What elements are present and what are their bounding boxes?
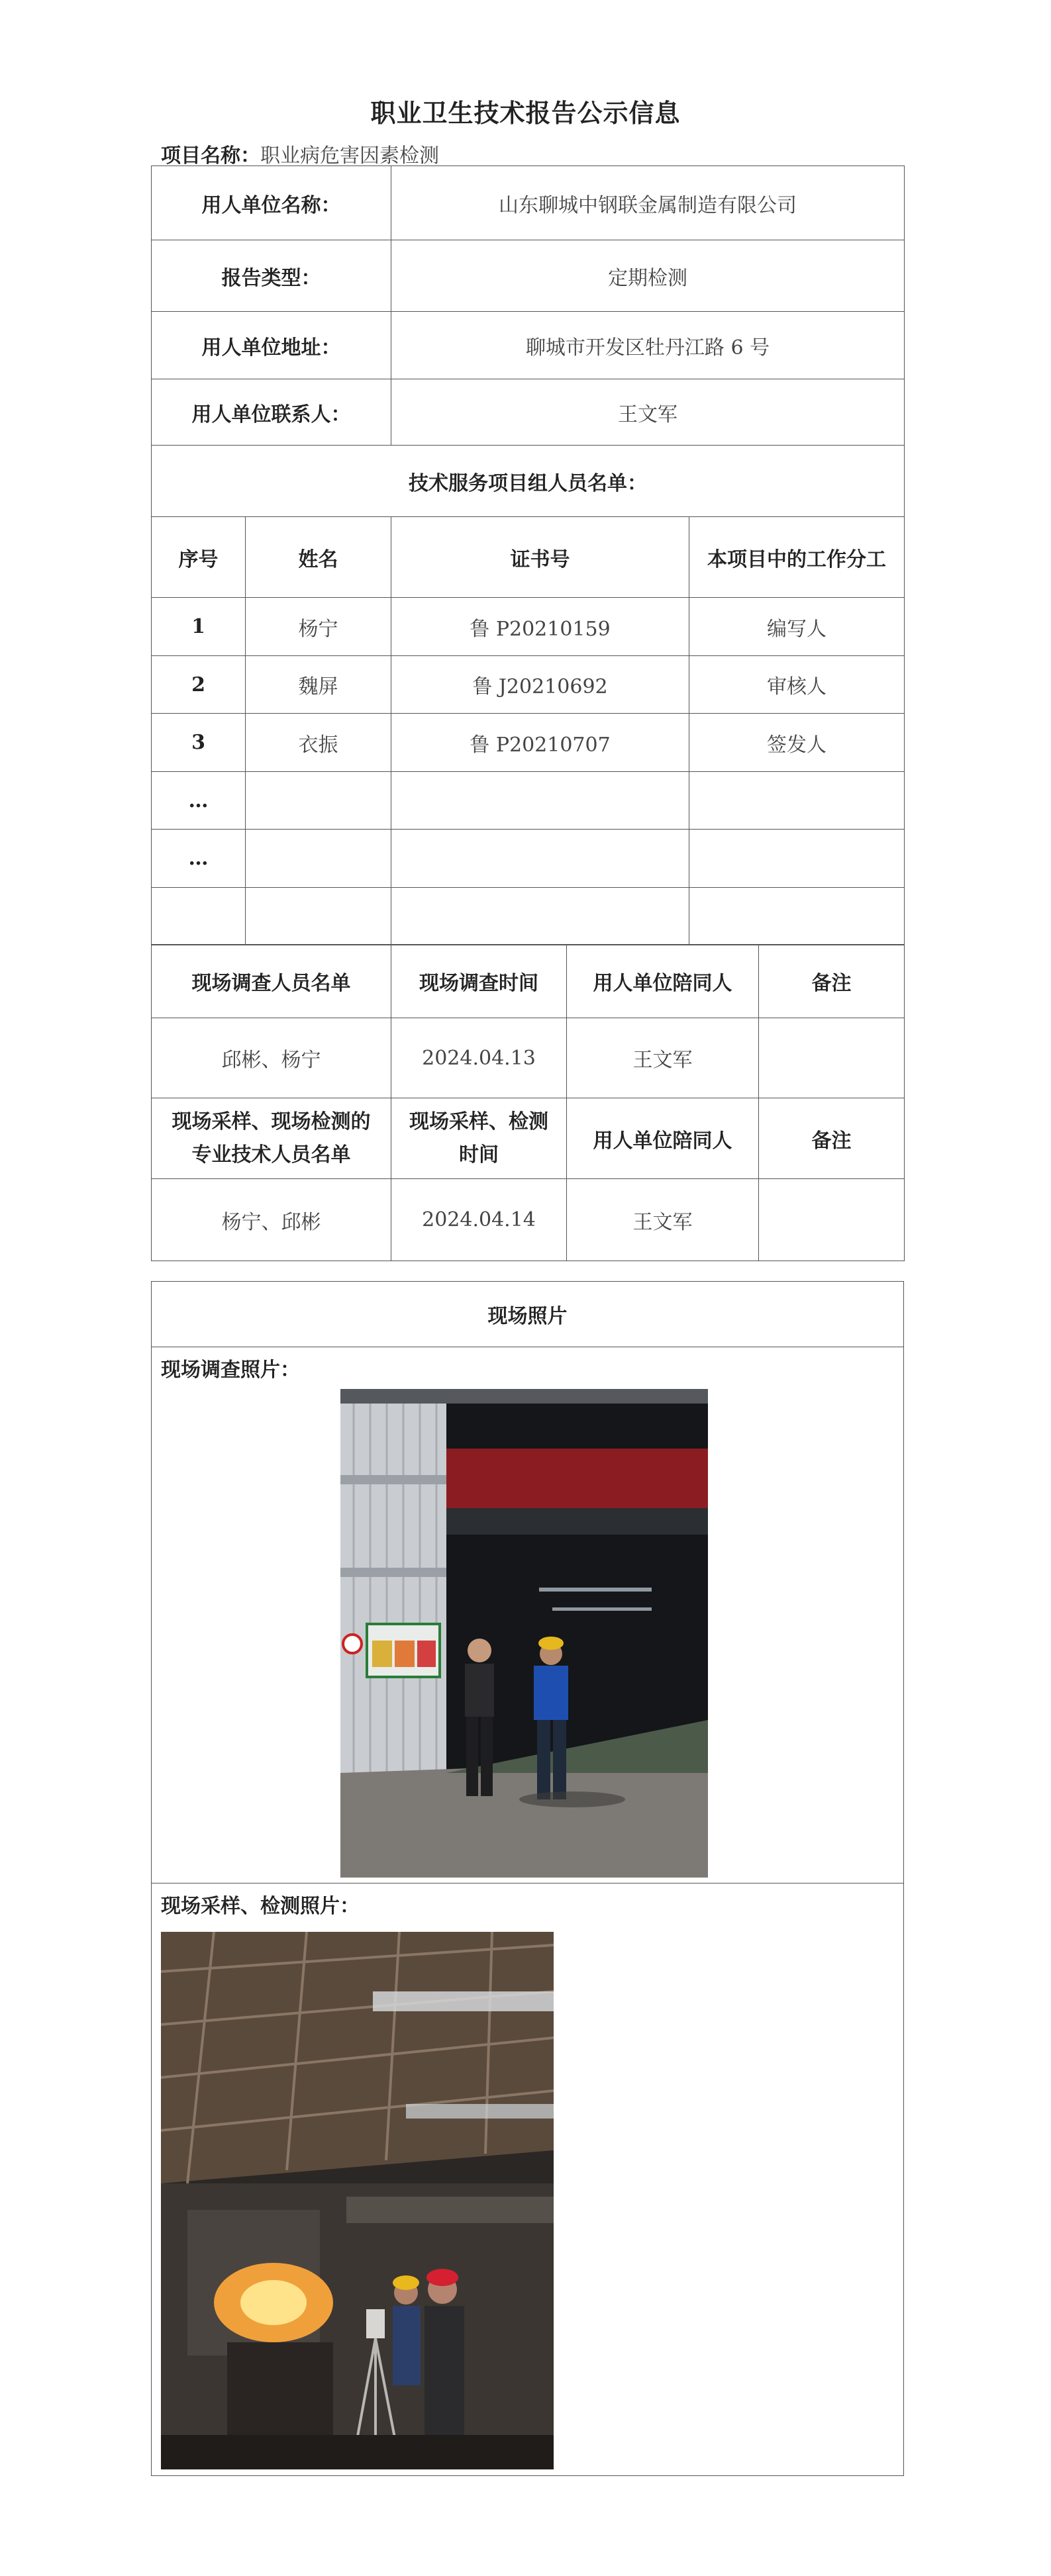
company-name-value: 山东聊城中钢联金属制造有限公司 bbox=[391, 166, 905, 240]
table-row bbox=[152, 714, 905, 772]
row-cert bbox=[391, 830, 689, 888]
table-row bbox=[152, 830, 905, 888]
company-address-value: 聊城市开发区牡丹江路 6 号 bbox=[391, 312, 905, 379]
sampling-photo bbox=[161, 1932, 554, 2469]
info-row-address bbox=[152, 312, 905, 379]
company-address-label: 用人单位地址： bbox=[152, 312, 391, 379]
survey-companion-header: 用人单位陪同人 bbox=[567, 945, 759, 1018]
sampling-data-row bbox=[152, 1179, 905, 1261]
row-name: 杨宁 bbox=[246, 598, 391, 656]
sampling-staff-header-line1: 现场采样、现场检测的 bbox=[172, 1110, 371, 1133]
row-role bbox=[689, 888, 905, 945]
sampling-companion-value: 王文军 bbox=[567, 1179, 759, 1261]
company-name-label: 用人单位名称： bbox=[152, 166, 391, 240]
row-no: 1 bbox=[152, 598, 246, 656]
survey-header-row bbox=[152, 945, 905, 1018]
row-name: 衣振 bbox=[246, 714, 391, 772]
project-name-label: 项目名称： bbox=[161, 144, 260, 167]
row-no: 2 bbox=[152, 656, 246, 714]
sampling-staff-value: 杨宁、邱彬 bbox=[152, 1179, 391, 1261]
row-cert: 鲁 P20210159 bbox=[391, 598, 689, 656]
row-role bbox=[689, 772, 905, 830]
row-cert bbox=[391, 772, 689, 830]
sampling-staff-header-line2: 专业技术人员名单 bbox=[191, 1143, 351, 1167]
row-cert: 鲁 J20210692 bbox=[391, 656, 689, 714]
row-role: 编写人 bbox=[689, 598, 905, 656]
site-photos-section bbox=[151, 1281, 904, 2476]
team-header-row bbox=[152, 517, 905, 598]
table-row bbox=[152, 888, 905, 945]
survey-note-value bbox=[759, 1018, 905, 1098]
survey-note-header: 备注 bbox=[759, 945, 905, 1018]
project-name-value: 职业病危害因素检测 bbox=[260, 144, 439, 167]
sampling-header-row bbox=[152, 1098, 905, 1179]
col-header-name: 姓名 bbox=[246, 517, 391, 598]
survey-photo-label: 现场调查照片： bbox=[161, 1359, 300, 1382]
photos-heading: 现场照片 bbox=[152, 1282, 903, 1347]
team-heading-row bbox=[152, 446, 905, 517]
survey-time-header: 现场调查时间 bbox=[391, 945, 567, 1018]
col-header-role: 本项目中的工作分工 bbox=[689, 517, 905, 598]
row-name bbox=[246, 830, 391, 888]
survey-data-row bbox=[152, 1018, 905, 1098]
sampling-time-header-line2: 时间 bbox=[459, 1143, 499, 1167]
row-cert: 鲁 P20210707 bbox=[391, 714, 689, 772]
page-title: 职业卫生技术报告公示信息 bbox=[370, 98, 681, 128]
row-name bbox=[246, 888, 391, 945]
project-name-line bbox=[161, 139, 439, 168]
sampling-note-value bbox=[759, 1179, 905, 1261]
row-no: … bbox=[152, 772, 246, 830]
survey-staff-value: 邱彬、杨宁 bbox=[152, 1018, 391, 1098]
company-contact-label: 用人单位联系人： bbox=[152, 379, 391, 446]
survey-staff-header: 现场调查人员名单 bbox=[152, 945, 391, 1018]
table-row bbox=[152, 656, 905, 714]
sampling-time-header-line1: 现场采样、检测 bbox=[409, 1110, 548, 1133]
row-name bbox=[246, 772, 391, 830]
company-contact-value: 王文军 bbox=[391, 379, 905, 446]
row-role bbox=[689, 830, 905, 888]
sampling-photo-image bbox=[161, 1932, 554, 2469]
col-header-cert: 证书号 bbox=[391, 517, 689, 598]
row-no: 3 bbox=[152, 714, 246, 772]
col-header-no: 序号 bbox=[152, 517, 246, 598]
report-type-label: 报告类型： bbox=[152, 240, 391, 312]
site-survey-table bbox=[151, 944, 905, 1261]
row-no: … bbox=[152, 830, 246, 888]
sampling-time-header bbox=[391, 1098, 567, 1179]
sampling-photo-label: 现场采样、检测照片： bbox=[161, 1895, 360, 1918]
survey-companion-value: 王文军 bbox=[567, 1018, 759, 1098]
survey-time-value: 2024.04.13 bbox=[391, 1018, 567, 1098]
info-row-contact bbox=[152, 379, 905, 446]
sampling-time-value: 2024.04.14 bbox=[391, 1179, 567, 1261]
report-type-value: 定期检测 bbox=[391, 240, 905, 312]
table-row bbox=[152, 772, 905, 830]
team-heading: 技术服务项目组人员名单： bbox=[152, 446, 905, 517]
info-row-company bbox=[152, 166, 905, 240]
report-info-table bbox=[151, 166, 905, 945]
row-role: 审核人 bbox=[689, 656, 905, 714]
survey-photo bbox=[340, 1389, 708, 1878]
info-row-report-type bbox=[152, 240, 905, 312]
table-row bbox=[152, 598, 905, 656]
row-name: 魏屏 bbox=[246, 656, 391, 714]
sampling-staff-header bbox=[152, 1098, 391, 1179]
photos-divider bbox=[152, 1883, 903, 1884]
row-cert bbox=[391, 888, 689, 945]
row-no bbox=[152, 888, 246, 945]
sampling-note-header: 备注 bbox=[759, 1098, 905, 1179]
sampling-companion-header: 用人单位陪同人 bbox=[567, 1098, 759, 1179]
row-role: 签发人 bbox=[689, 714, 905, 772]
survey-photo-image bbox=[340, 1389, 708, 1878]
